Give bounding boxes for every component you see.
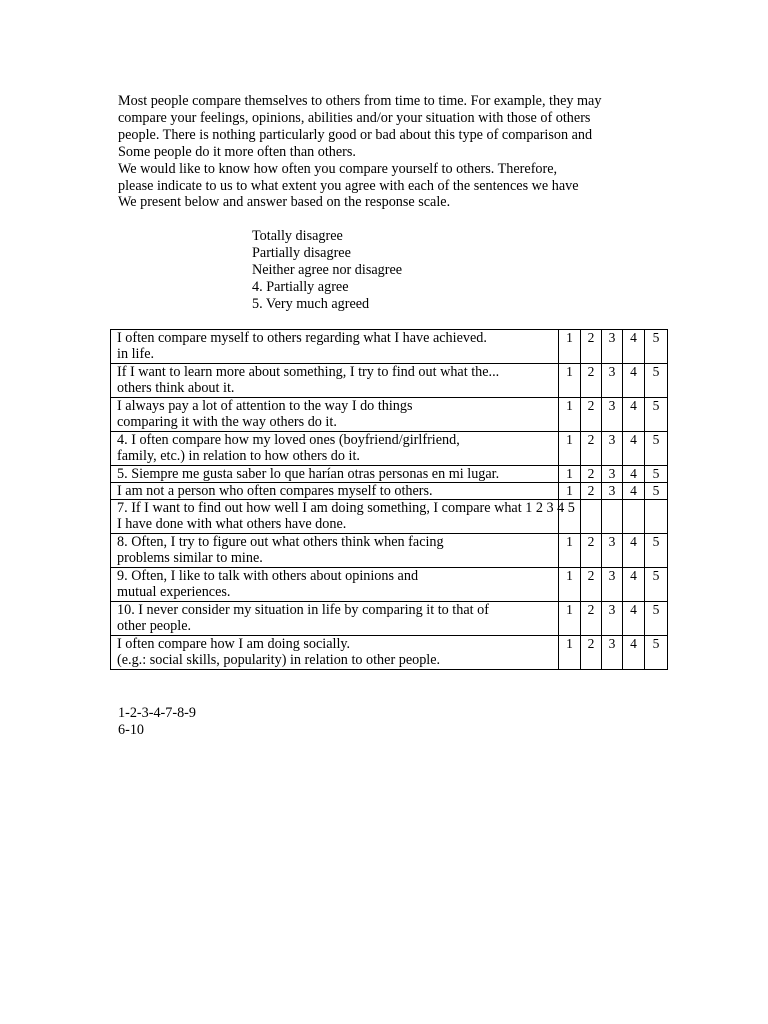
rating-option-2[interactable] bbox=[581, 500, 602, 534]
question-line: If I want to learn more about something, I try to find out what the... bbox=[117, 364, 500, 380]
rating-option-1[interactable]: 1 bbox=[559, 364, 581, 398]
rating-option-4[interactable]: 4 bbox=[623, 568, 645, 602]
instructions-paragraph bbox=[118, 93, 678, 211]
question-line: I always pay a lot of attention to the way I do things bbox=[117, 398, 413, 414]
question-cell bbox=[111, 330, 559, 364]
question-line: 7. If I want to find out how well I am doing something, I compare what 1 2 3 4 5 bbox=[117, 500, 575, 516]
rating-option-2[interactable]: 2 bbox=[581, 398, 602, 432]
instruction-line: Some people do it more often than others. bbox=[118, 143, 356, 160]
rating-option-4[interactable]: 4 bbox=[623, 636, 645, 670]
rating-option-5[interactable] bbox=[645, 500, 668, 534]
question-line: 4. I often compare how my loved ones (boyfriend/girlfriend, bbox=[117, 432, 460, 448]
scale-option: Totally disagree bbox=[252, 228, 343, 244]
rating-option-3[interactable] bbox=[602, 500, 623, 534]
rating-option-1[interactable]: 1 bbox=[559, 602, 581, 636]
instruction-line: compare your feelings, opinions, abilities and/or your situation with those of others bbox=[118, 109, 591, 126]
rating-option-1[interactable]: 1 bbox=[559, 330, 581, 364]
rating-option-3[interactable]: 3 bbox=[602, 534, 623, 568]
question-line: 10. I never consider my situation in life by comparing it to that of bbox=[117, 602, 489, 618]
question-line: comparing it with the way others do it. bbox=[117, 414, 337, 430]
question-cell bbox=[111, 534, 559, 568]
table-row bbox=[111, 636, 668, 670]
rating-option-1[interactable]: 1 bbox=[559, 398, 581, 432]
rating-option-5[interactable]: 5 bbox=[645, 398, 668, 432]
table-row bbox=[111, 466, 668, 483]
rating-option-2[interactable]: 2 bbox=[581, 568, 602, 602]
question-line: I have done with what others have done. bbox=[117, 516, 347, 532]
table-row bbox=[111, 483, 668, 500]
scale-option: Neither agree nor disagree bbox=[252, 261, 403, 278]
rating-option-3[interactable]: 3 bbox=[602, 636, 623, 670]
question-line: 8. Often, I try to figure out what others think when facing bbox=[117, 534, 444, 550]
question-cell bbox=[111, 636, 559, 670]
instruction-line: We present below and answer based on the response scale. bbox=[118, 194, 451, 211]
rating-option-3[interactable]: 3 bbox=[602, 330, 623, 364]
rating-option-5[interactable]: 5 bbox=[645, 364, 668, 398]
table-row bbox=[111, 500, 668, 534]
table-row bbox=[111, 432, 668, 466]
rating-option-2[interactable]: 2 bbox=[581, 483, 602, 500]
rating-option-2[interactable]: 2 bbox=[581, 466, 602, 483]
rating-option-5[interactable]: 5 bbox=[645, 568, 668, 602]
rating-option-2[interactable]: 2 bbox=[581, 636, 602, 670]
rating-option-4[interactable]: 4 bbox=[623, 602, 645, 636]
question-cell bbox=[111, 432, 559, 466]
rating-option-3[interactable]: 3 bbox=[602, 364, 623, 398]
rating-option-1[interactable]: 1 bbox=[559, 483, 581, 500]
rating-option-2[interactable]: 2 bbox=[581, 330, 602, 364]
rating-option-2[interactable]: 2 bbox=[581, 364, 602, 398]
instruction-line: We would like to know how often you compare yourself to others. Therefore, bbox=[118, 160, 558, 177]
instruction-line: Most people compare themselves to others from time to time. For example, they may bbox=[118, 93, 602, 109]
rating-option-1[interactable]: 1 bbox=[559, 636, 581, 670]
question-line: problems similar to mine. bbox=[117, 550, 263, 566]
rating-option-3[interactable]: 3 bbox=[602, 466, 623, 483]
question-line: I often compare myself to others regarding what I have achieved. bbox=[117, 330, 487, 346]
question-cell bbox=[111, 500, 575, 534]
question-line: family, etc.) in relation to how others do it. bbox=[117, 448, 360, 464]
response-scale bbox=[252, 228, 402, 313]
rating-option-1[interactable]: 1 bbox=[559, 432, 581, 466]
question-cell bbox=[111, 568, 559, 602]
rating-option-5[interactable]: 5 bbox=[645, 534, 668, 568]
rating-option-2[interactable]: 2 bbox=[581, 432, 602, 466]
rating-option-5[interactable]: 5 bbox=[645, 432, 668, 466]
question-line: (e.g.: social skills, popularity) in relation to other people. bbox=[117, 652, 441, 668]
rating-option-3[interactable]: 3 bbox=[602, 398, 623, 432]
question-cell bbox=[111, 602, 559, 636]
rating-option-5[interactable]: 5 bbox=[645, 636, 668, 670]
rating-option-4[interactable]: 4 bbox=[623, 466, 645, 483]
instruction-line: people. There is nothing particularly good or bad about this type of comparison and bbox=[118, 126, 593, 143]
scale-option: 4. Partially agree bbox=[252, 278, 349, 295]
scoring-notes bbox=[118, 705, 196, 739]
rating-option-1[interactable]: 1 bbox=[559, 466, 581, 483]
table-row bbox=[111, 534, 668, 568]
question-line: other people. bbox=[117, 618, 192, 634]
question-line: others think about it. bbox=[117, 380, 235, 396]
rating-option-4[interactable]: 4 bbox=[623, 364, 645, 398]
question-cell bbox=[111, 483, 559, 500]
instruction-line: please indicate to us to what extent you agree with each of the sentences we have bbox=[118, 177, 579, 194]
rating-option-1[interactable]: 1 bbox=[559, 568, 581, 602]
table-row bbox=[111, 330, 668, 364]
rating-option-5[interactable]: 5 bbox=[645, 483, 668, 500]
rating-option-4[interactable]: 4 bbox=[623, 534, 645, 568]
question-cell bbox=[111, 398, 559, 432]
scale-option: 5. Very much agreed bbox=[252, 295, 370, 312]
question-line: mutual experiences. bbox=[117, 584, 231, 600]
table-row bbox=[111, 568, 668, 602]
rating-option-5[interactable]: 5 bbox=[645, 602, 668, 636]
rating-option-1[interactable]: 1 bbox=[559, 534, 581, 568]
rating-option-3[interactable]: 3 bbox=[602, 602, 623, 636]
rating-option-2[interactable]: 2 bbox=[581, 534, 602, 568]
rating-option-5[interactable]: 5 bbox=[645, 330, 668, 364]
question-line: in life. bbox=[117, 346, 155, 362]
scoring-line: 1-2-3-4-7-8-9 bbox=[118, 705, 197, 721]
question-cell bbox=[111, 364, 559, 398]
table-row bbox=[111, 364, 668, 398]
question-line: 5. Siempre me gusta saber lo que harían otras personas en mi lugar. bbox=[117, 466, 500, 482]
table-row bbox=[111, 398, 668, 432]
table-row bbox=[111, 602, 668, 636]
rating-option-3[interactable]: 3 bbox=[602, 432, 623, 466]
question-cell bbox=[111, 466, 559, 483]
rating-option-2[interactable]: 2 bbox=[581, 602, 602, 636]
rating-option-3[interactable]: 3 bbox=[602, 483, 623, 500]
rating-option-4[interactable]: 4 bbox=[623, 432, 645, 466]
question-line: I often compare how I am doing socially. bbox=[117, 636, 351, 652]
questionnaire-table bbox=[110, 329, 668, 670]
rating-option-3[interactable]: 3 bbox=[602, 568, 623, 602]
question-line: 9. Often, I like to talk with others about opinions and bbox=[117, 568, 419, 584]
rating-option-5[interactable]: 5 bbox=[645, 466, 668, 483]
question-line: I am not a person who often compares myself to others. bbox=[117, 483, 433, 499]
rating-option-4[interactable]: 4 bbox=[623, 483, 645, 500]
rating-option-4[interactable]: 4 bbox=[623, 398, 645, 432]
scoring-line: 6-10 bbox=[118, 722, 145, 738]
rating-option-4[interactable]: 4 bbox=[623, 330, 645, 364]
scale-option: Partially disagree bbox=[252, 244, 351, 261]
rating-option-4[interactable] bbox=[623, 500, 645, 534]
